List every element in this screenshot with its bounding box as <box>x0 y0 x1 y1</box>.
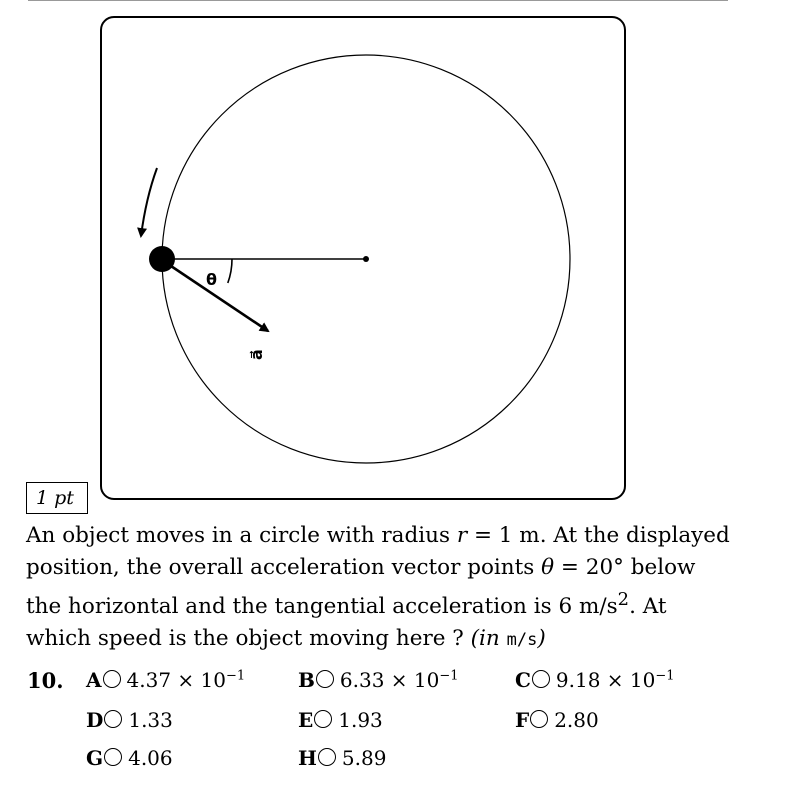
choice-c[interactable]: C $9.18 \times 10^{-1}$ <box>515 668 675 692</box>
radio-button-g[interactable] <box>104 748 122 766</box>
center-dot <box>363 256 369 262</box>
radio-button-f[interactable] <box>530 710 548 728</box>
problem-statement: An object moves in a circle with radius r = 1 m. At the displayed position, the overall acceleration vector points θ = 20° below the horizontal and the tangential acceleration is 6 $m/s^2$. At which speed is the object moving here ? (in m/s) <box>26 523 730 652</box>
angle-label: θ <box>206 270 217 289</box>
radio-button-e[interactable] <box>314 710 332 728</box>
points-badge: 1 pt <box>26 482 88 514</box>
choice-g[interactable]: G 4.06 <box>86 746 173 770</box>
vector-label: a⃗ <box>247 349 266 360</box>
radio-button-b[interactable] <box>316 670 334 688</box>
angle-arc <box>228 259 232 283</box>
radio-button-d[interactable] <box>104 710 122 728</box>
radio-button-h[interactable] <box>318 748 336 766</box>
choice-a[interactable]: A $4.37 \times 10^{-1}$ <box>86 668 246 692</box>
choice-d[interactable]: D 1.33 <box>86 708 173 732</box>
radio-button-c[interactable] <box>532 670 550 688</box>
motion-direction-arrow <box>141 168 157 236</box>
question-number: 10. <box>27 668 64 693</box>
radio-button-a[interactable] <box>103 670 121 688</box>
choice-b[interactable]: B $6.33 \times 10^{-1}$ <box>298 668 459 692</box>
choice-f[interactable]: F 2.80 <box>515 708 599 732</box>
choice-h[interactable]: H 5.89 <box>298 746 387 770</box>
choice-e[interactable]: E 1.93 <box>298 708 383 732</box>
moving-object <box>149 246 175 272</box>
